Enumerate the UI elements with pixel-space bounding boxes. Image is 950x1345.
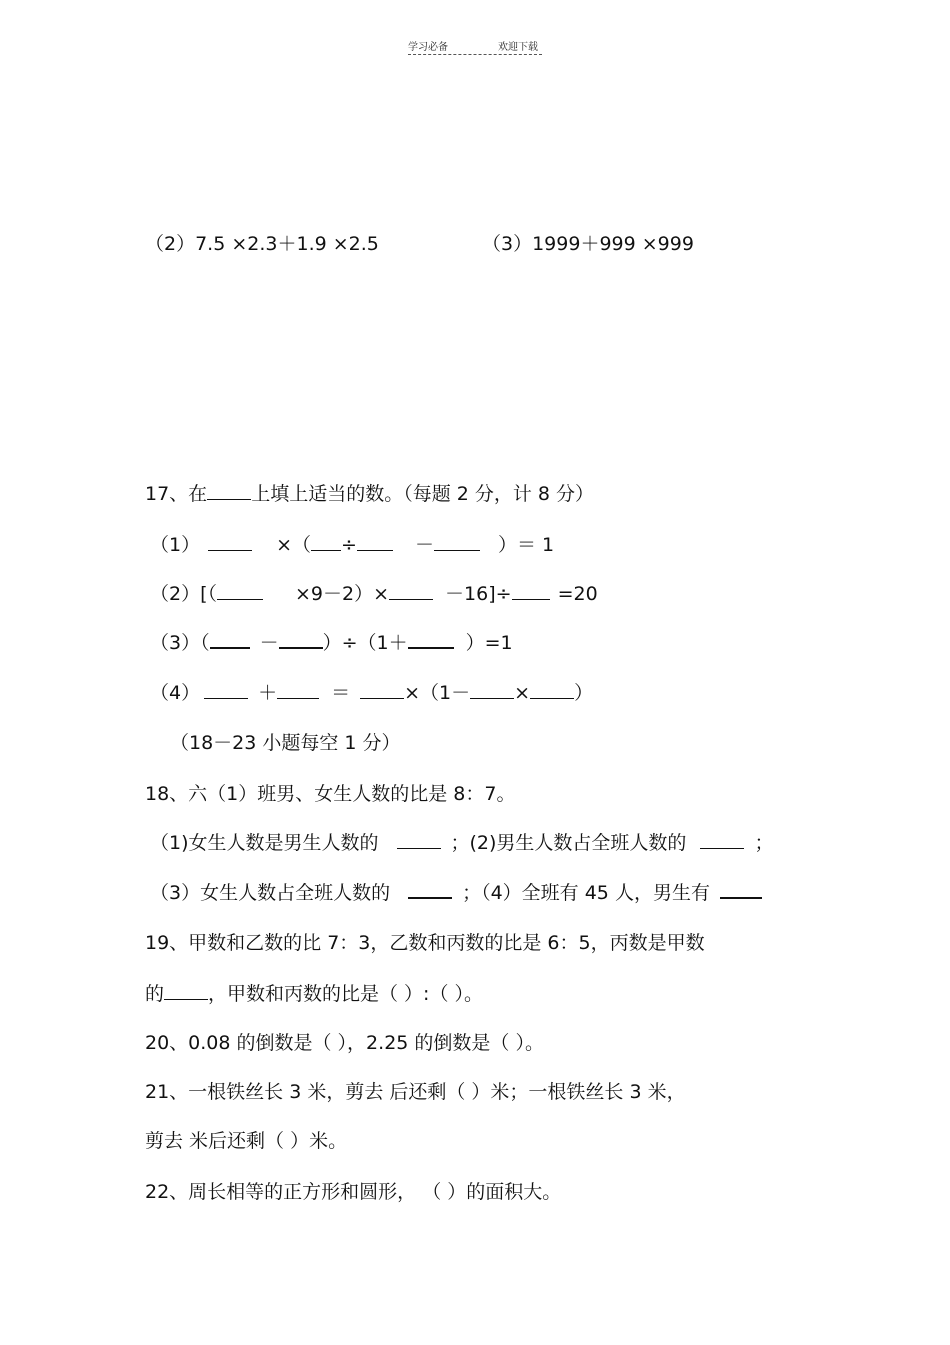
q17-l4-label: （4）	[150, 682, 201, 704]
q19-line-2	[145, 982, 483, 1006]
blank[interactable]	[279, 631, 323, 649]
blank[interactable]	[311, 534, 341, 551]
q17-l1-label: （1）	[150, 534, 201, 556]
q22: 22、周长相等的正方形和圆形， （ ）的面积大。	[145, 1181, 562, 1203]
q17-l1-div: ÷	[341, 534, 357, 556]
q17-l4-eq: ＝	[331, 682, 351, 704]
q17-l4-times: ×	[514, 682, 531, 704]
q17-l3-label: （3）（	[150, 632, 210, 654]
q17-title-start: 17、在	[145, 483, 208, 505]
q17-l1-times: ×（	[276, 534, 312, 556]
q17-line-2	[150, 582, 598, 606]
q17-l2-end: =20	[557, 583, 598, 605]
blank[interactable]	[389, 583, 433, 600]
q18-line-1	[150, 831, 773, 855]
q18-sub4: ；（4）全班有 45 人，男生有	[462, 882, 710, 904]
q17-l3-mid: ）÷（1＋	[322, 632, 408, 654]
blank[interactable]	[512, 583, 550, 600]
blank[interactable]	[434, 534, 480, 551]
blank[interactable]	[530, 682, 574, 699]
blank[interactable]	[164, 983, 208, 1000]
q17-l3-minus: －	[259, 632, 279, 654]
q17-l4-mid: ×（1－	[404, 682, 471, 704]
q19-rest: ，甲数和丙数的比是（ ）:（ ）。	[208, 983, 483, 1005]
q17-l1-end: ）＝ 1	[497, 534, 555, 556]
q17-l1-minus: －	[414, 534, 434, 556]
blank[interactable]	[357, 534, 393, 551]
blank[interactable]	[210, 631, 250, 649]
section-note: （18－23 小题每空 1 分）	[170, 732, 401, 754]
q17-l2-mid2: －16]÷	[445, 583, 512, 605]
q17-title	[145, 482, 594, 506]
q17-l3-end: ）=1	[465, 632, 513, 654]
q18-stem: 18、六（1）班男、女生人数的比是 8：7。	[145, 783, 516, 805]
blank[interactable]	[470, 682, 514, 699]
q18-sub2-end: ；	[754, 832, 774, 854]
q20: 20、0.08 的倒数是（ ），2.25 的倒数是（ ）。	[145, 1032, 544, 1054]
blank[interactable]	[204, 682, 248, 699]
blank[interactable]	[408, 631, 454, 649]
q21-line-1: 21、一根铁丝长 3 米，剪去 后还剩（ ）米；一根铁丝长 3 米，	[145, 1081, 686, 1103]
q19-prefix: 的	[145, 983, 165, 1005]
page-header	[408, 38, 542, 55]
blank[interactable]	[720, 881, 762, 899]
blank[interactable]	[397, 832, 441, 849]
q17-l4-end: ）	[574, 682, 594, 704]
q18-line-2	[150, 881, 762, 905]
blank[interactable]	[700, 832, 744, 849]
q16-part-2: （2）7.5 ×2.3＋1.9 ×2.5	[145, 233, 379, 255]
q19-line-1: 19、甲数和乙数的比 7：3，乙数和丙数的比是 6：5，丙数是甲数	[145, 932, 705, 954]
header-right-text: 欢迎下载	[498, 42, 538, 53]
blank[interactable]	[207, 483, 251, 500]
blank[interactable]	[277, 682, 319, 699]
blank[interactable]	[217, 583, 263, 600]
q17-line-3	[150, 631, 513, 655]
q21-line-2: 剪去 米后还剩（ ）米。	[145, 1130, 348, 1152]
q17-l4-plus: ＋	[258, 682, 278, 704]
q17-line-1	[150, 533, 554, 557]
blank[interactable]	[208, 534, 252, 551]
blank[interactable]	[360, 682, 404, 699]
q17-line-4	[150, 681, 593, 705]
q16-part-3: （3）1999＋999 ×999	[482, 233, 694, 255]
q17-l2-label: （2）[（	[150, 583, 218, 605]
q18-sub1: （1)女生人数是男生人数的	[150, 832, 379, 854]
q18-sub2: ；(2)男生人数占全班人数的	[450, 832, 687, 854]
q18-sub3: （3）女生人数占全班人数的	[150, 882, 391, 904]
q17-l2-mid: ×9－2）×	[295, 583, 390, 605]
header-left-text: 学习必备	[408, 42, 448, 53]
blank[interactable]	[408, 881, 452, 899]
q17-title-end: 上填上适当的数。（每题 2 分，计 8 分）	[251, 483, 595, 505]
